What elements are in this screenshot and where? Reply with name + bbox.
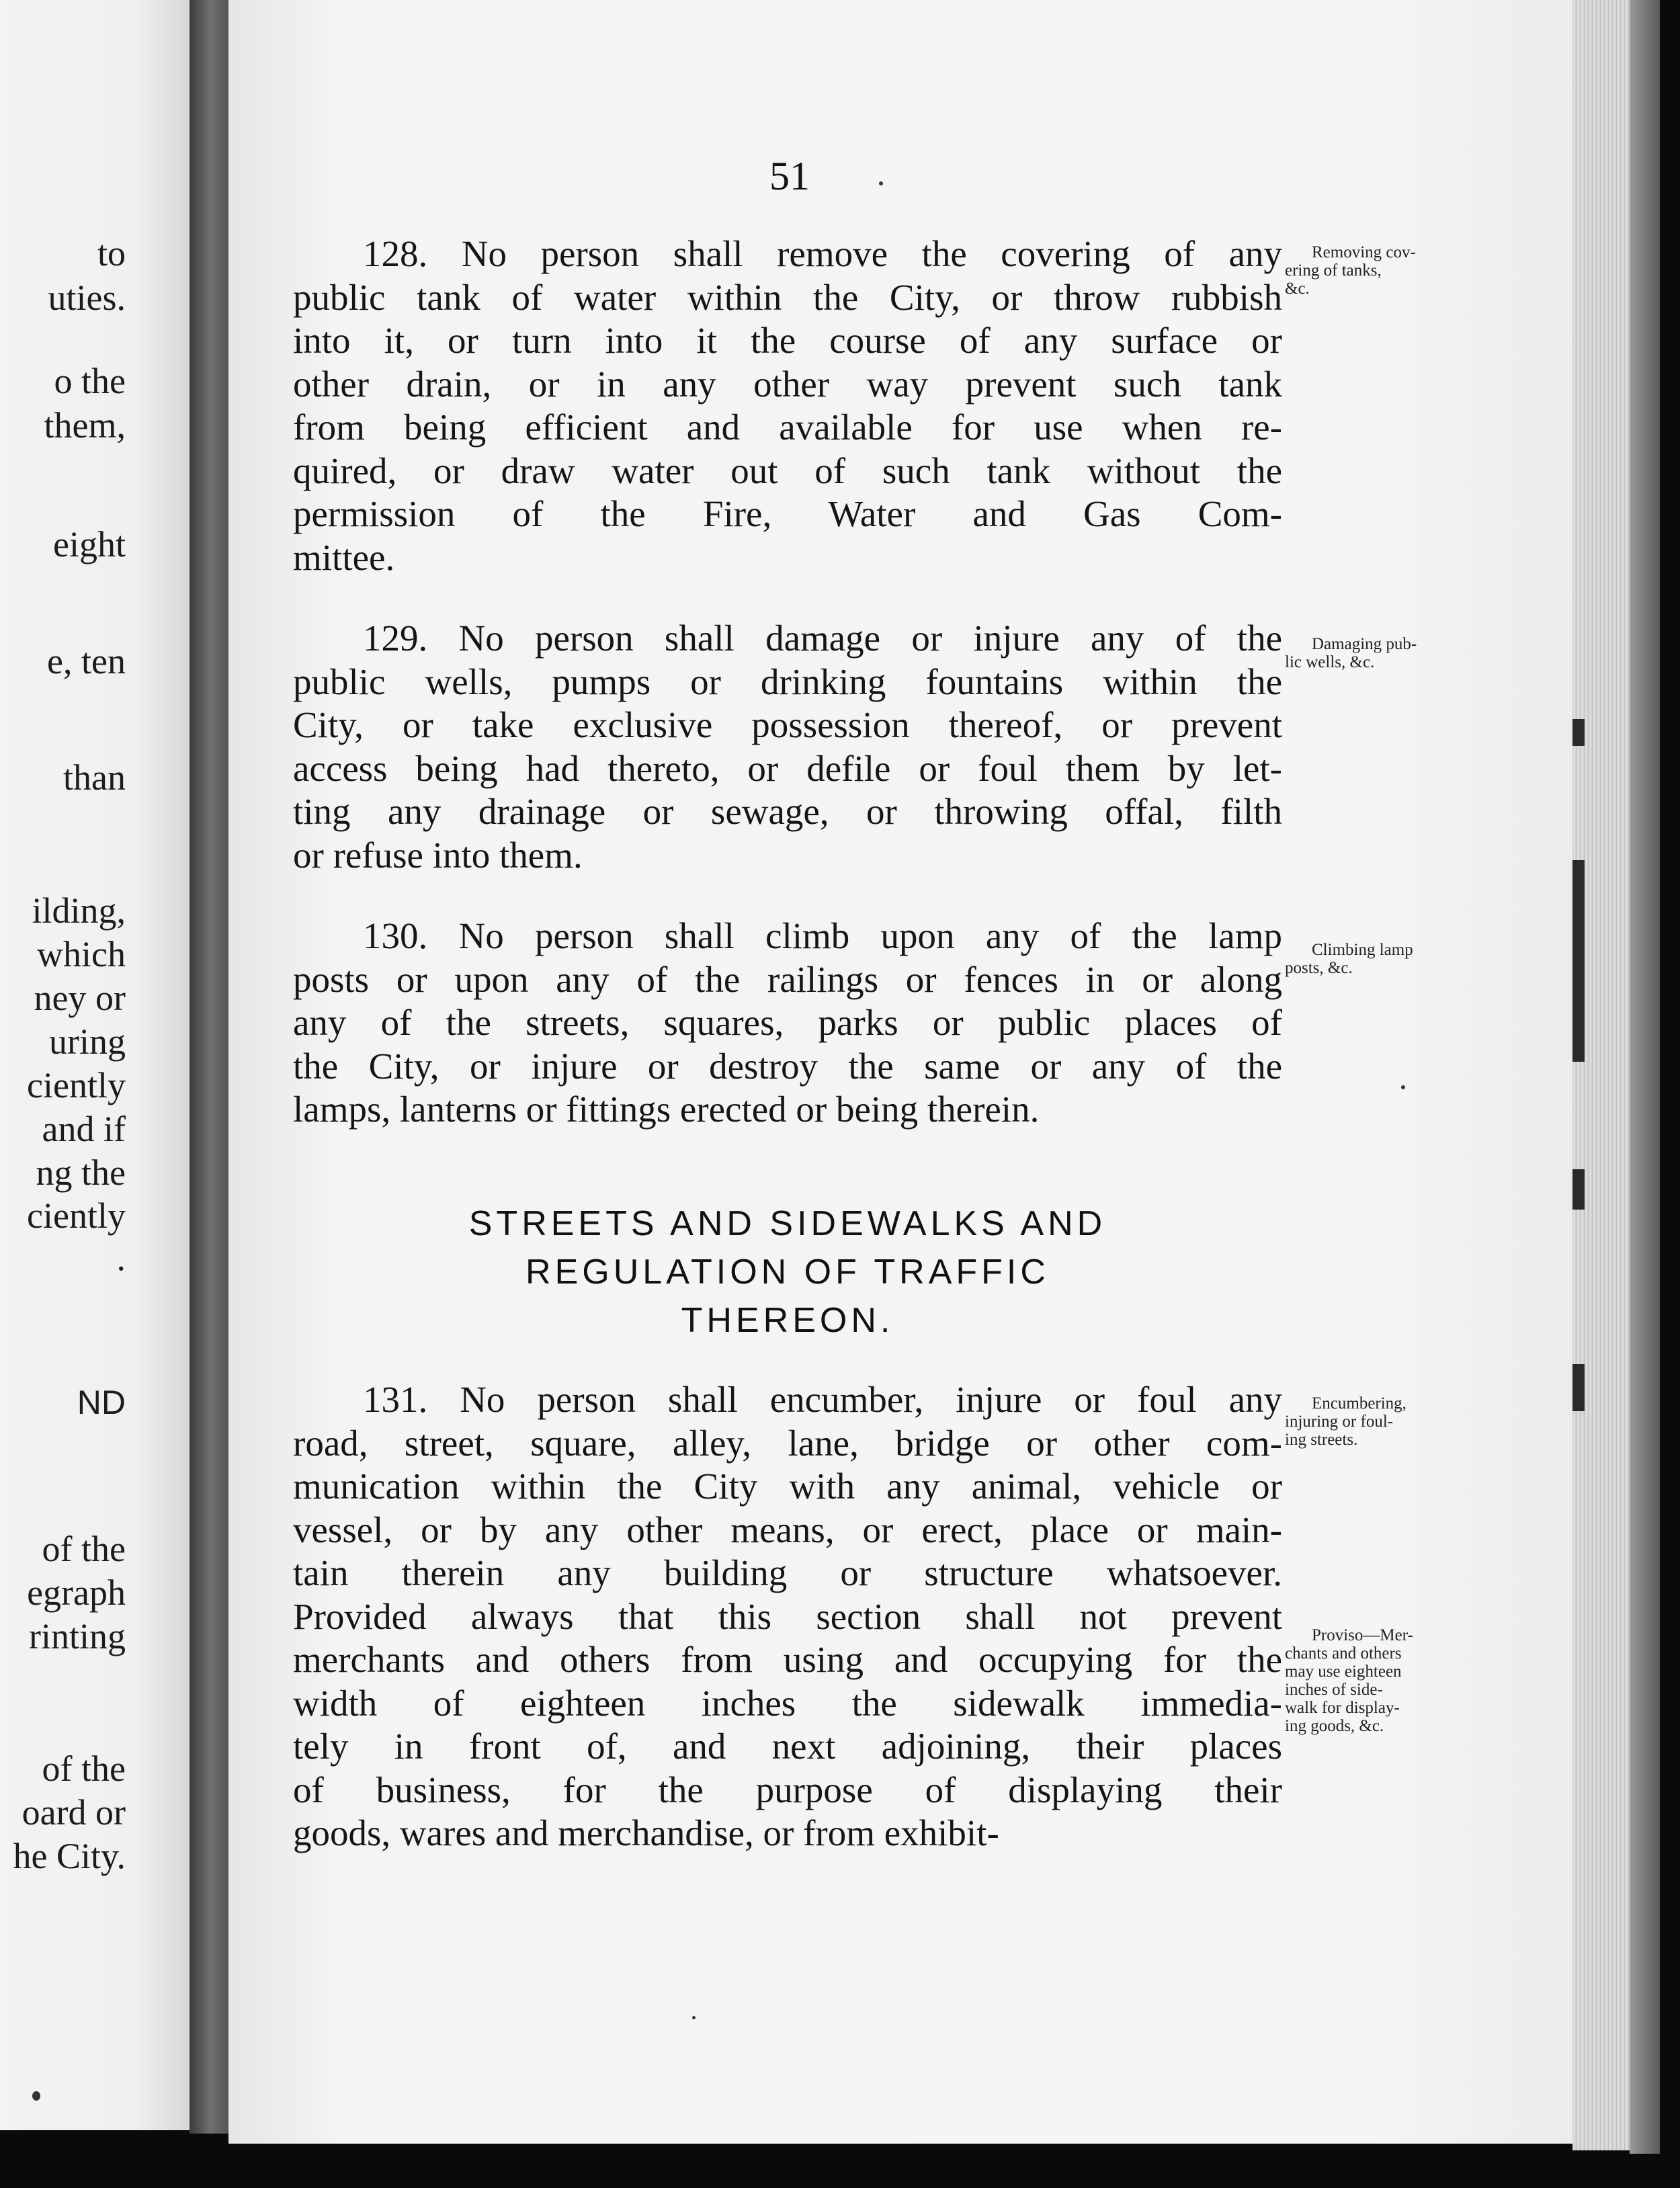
section-131-line: vessel, or by any other means, or erect, place or main- [293, 1509, 1282, 1550]
left-page-fragment: ND [77, 1384, 126, 1421]
margin-note-line: lic wells, &c. [1285, 653, 1375, 671]
margin-note-line: &c. [1285, 280, 1310, 298]
section-131-line: merchants and others from using and occupying for the [293, 1639, 1282, 1680]
margin-note-line: Removing cov- [1312, 243, 1416, 261]
left-page-fragment: ilding, [32, 890, 126, 931]
section-131-line: 131. No person shall encumber, injure or foul any [363, 1379, 1282, 1420]
section-128-line: 128. No person shall remove the covering of any [363, 233, 1282, 274]
section-129-line: ting any drainage or sewage, or throwing offal, filth [293, 791, 1282, 832]
left-page-fragment: e, ten [47, 641, 126, 681]
section-130-line: 130. No person shall climb upon any of the lamp [363, 915, 1282, 956]
margin-note-line: injuring or foul- [1285, 1413, 1394, 1431]
left-page-fragment: ng the [36, 1152, 126, 1193]
section-heading: THEREON. [681, 1301, 894, 1340]
margin-note [1285, 635, 1466, 671]
left-page-fragment: than [63, 757, 126, 798]
section-131-line: tely in front of, and next adjoining, their places [293, 1726, 1282, 1767]
edge-mark [1572, 1364, 1585, 1411]
margin-note-line: walk for display- [1285, 1699, 1400, 1717]
section-131-line: of business, for the purpose of displaying their [293, 1769, 1282, 1810]
left-page-fragment: and if [42, 1109, 126, 1149]
section-128-line: permission of the Fire, Water and Gas Com- [293, 493, 1282, 534]
margin-note-line: posts, &c. [1285, 959, 1353, 977]
left-page-fragment: to [97, 233, 126, 274]
margin-note-line: ering of tanks, [1285, 261, 1382, 280]
left-page-fragment: ney or [34, 978, 126, 1018]
margin-note-line: ing goods, &c. [1285, 1717, 1384, 1735]
section-128-line: public tank of water within the City, or throw rubbish [293, 276, 1282, 318]
margin-note [1285, 941, 1466, 977]
margin-note-line: Proviso—Mer- [1312, 1626, 1413, 1644]
margin-note-line: ing streets. [1285, 1431, 1358, 1449]
section-131-line: goods, wares and merchandise, or from exhibit- [293, 1812, 999, 1853]
margin-note-line: chants and others [1285, 1644, 1402, 1663]
speck [32, 2091, 40, 2101]
left-page-fragment: uties. [48, 278, 126, 318]
left-page-fragment: he City. [13, 1836, 126, 1876]
section-130-line: any of the streets, squares, parks or public places of [293, 1002, 1282, 1043]
edge-mark [1572, 1169, 1585, 1210]
left-page-fragment: oard or [22, 1792, 126, 1833]
section-129-line: public wells, pumps or drinking fountains within the [293, 661, 1282, 702]
section-128-line: from being efficient and available for use when re- [293, 407, 1282, 448]
speck [879, 181, 883, 185]
margin-note-line: may use eighteen [1285, 1663, 1402, 1681]
left-page-fragment: o the [54, 361, 126, 401]
left-page-fragment: eight [53, 524, 126, 564]
margin-note-line: Encumbering, [1312, 1394, 1406, 1413]
section-129-line: City, or take exclusive possession thereof, or prevent [293, 704, 1282, 745]
section-heading: REGULATION OF TRAFFIC [526, 1253, 1050, 1292]
section-heading: STREETS AND SIDEWALKS AND [468, 1204, 1107, 1243]
section-131-line: road, street, square, alley, lane, bridge or other com- [293, 1422, 1282, 1464]
section-130-line: the City, or injure or destroy the same or any of the [293, 1045, 1282, 1087]
edge-mark [1572, 719, 1585, 746]
section-130-line: lamps, lanterns or fittings erected or being therein. [293, 1089, 1040, 1130]
section-129-line: or refuse into them. [293, 834, 583, 876]
left-page-fragment: uring [49, 1021, 126, 1062]
page-edge-shadow [1630, 0, 1660, 2154]
left-page-fragment: of the [42, 1529, 126, 1569]
section-131-line: width of eighteen inches the sidewalk immedia- [293, 1682, 1282, 1724]
section-131-line: tain therein any building or structure whatsoever. [293, 1552, 1282, 1593]
section-128-line: quired, or draw water out of such tank without the [293, 450, 1282, 491]
margin-note-line: inches of side- [1285, 1681, 1383, 1699]
section-130-line: posts or upon any of the railings or fences in or along [293, 958, 1282, 1000]
margin-note-line: Climbing lamp [1312, 941, 1413, 959]
section-131-line: munication within the City with any animal, vehicle or [293, 1466, 1282, 1507]
left-facing-page [0, 0, 190, 2130]
section-129-line: access being had thereto, or defile or foul them by let- [293, 747, 1282, 789]
edge-mark [1572, 860, 1585, 1062]
left-page-fragment: ciently [27, 1065, 126, 1105]
left-page-fragment: which [37, 934, 126, 974]
section-128-line: other drain, or in any other way prevent such tank [293, 363, 1282, 405]
margin-note [1285, 1626, 1466, 1735]
section-131-line: Provided always that this section shall not prevent [293, 1595, 1282, 1637]
left-page-fragment: egraph [27, 1572, 126, 1613]
margin-note-line: Damaging pub- [1312, 635, 1417, 653]
speck [1401, 1085, 1405, 1089]
margin-note [1285, 243, 1466, 298]
section-128-line: mittee. [293, 536, 395, 578]
section-128-line: into it, or turn into it the course of any surface or [293, 320, 1282, 361]
left-page-fragment: of the [42, 1749, 126, 1789]
left-page-fragment: ciently [27, 1195, 126, 1236]
left-page-fragment: them, [44, 405, 126, 446]
speck [692, 2016, 696, 2019]
margin-note [1285, 1394, 1466, 1449]
section-129-line: 129. No person shall damage or injure any of the [363, 618, 1282, 659]
left-page-fragment: . [116, 1238, 126, 1278]
left-page-fragment: rinting [29, 1616, 126, 1656]
page-number: 51 [769, 154, 810, 198]
